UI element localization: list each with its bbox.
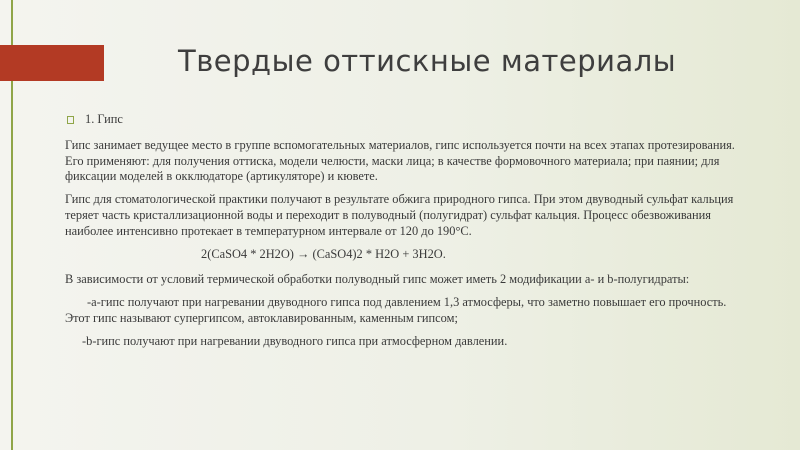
title-accent-block <box>0 45 104 81</box>
paragraph-2: Гипс для стоматологической практики получают в результате обжига природного гипса. При этом двуводный сульфат кальция теряет часть кристаллизационной воды и переходит в полуводный (полугидрат) сульфат кальция. Процесс обезвоживания наиболее интенсивно протекает в температурном интервале от 120 до 190°С. <box>65 192 734 238</box>
bullet-heading <box>65 112 735 128</box>
paragraph-3: В зависимости от условий термической обработки полуводный гипс может иметь 2 модификации а- и b-полугидраты: <box>65 272 690 287</box>
paragraph-alpha-gypsum: -а-гипс получают при нагревании двуводного гипса под давлением 1,3 атмосферы, что заметно повышает его прочность. Этот гипс называют супергипсом, автоклавированным, каменным гипсом; <box>65 295 727 325</box>
paragraph-1: Гипс занимает ведущее место в группе вспомогательных материалов, гипс используется почти на всех этапах протезирования. Его применяют: для получения оттиска, модели челюсти, маски лица; в качестве формовочного материала; при паянии; для фиксации моделей в окклюдаторе (артикуляторе) и кювете. <box>65 137 735 184</box>
square-bullet-icon <box>67 116 74 124</box>
slide-title: Твердые оттискные материалы <box>178 44 677 78</box>
heading-text: 1. Гипс <box>85 112 123 126</box>
paragraph-beta-gypsum: -b-гипс получают при нагревании двуводного гипса при атмосферном давлении. <box>82 333 508 348</box>
chemical-formula: 2(CaSO4 * 2H2O) → (CaSO4)2 * H2O + 3H2O. <box>201 246 446 261</box>
slide-content <box>65 112 735 350</box>
